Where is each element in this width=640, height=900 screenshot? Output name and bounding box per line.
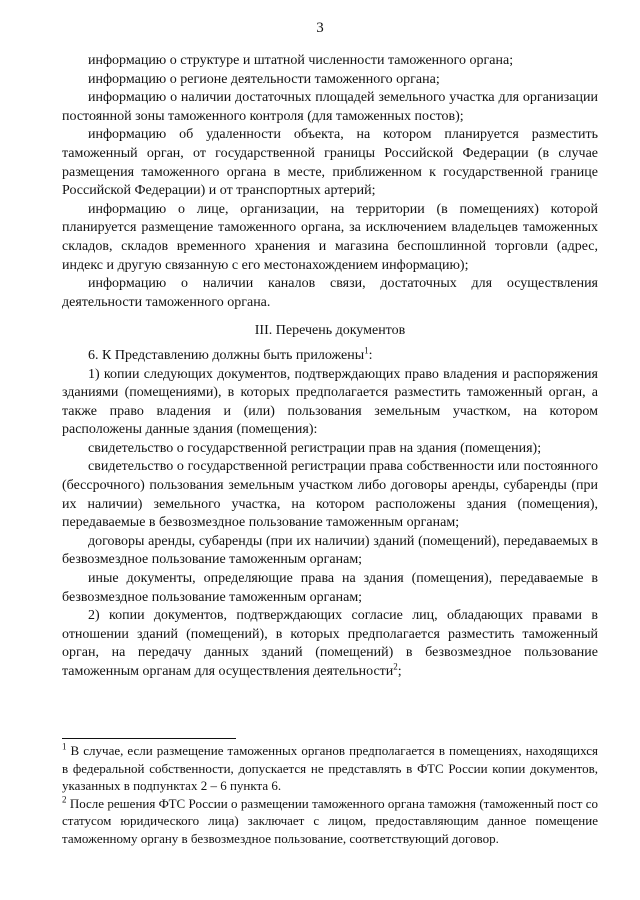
footnotes [62,742,598,848]
paragraph: информацию об удаленности объекта, на котором планируется разместить таможенный орган, от государственной границы Российской Федерации (в случае размещения таможенного органа в месте, приближенном к государственной границе Российской Федерации) и от транспортных артерий; [62,127,598,199]
footnote-ref-1: 1 [364,345,369,356]
footnote-ref-2: 2 [393,661,398,672]
footnote-mark: 1 [62,741,67,752]
item-2-text: 2) копии документов, подтверждающих согласие лиц, обладающих правами в отношении зданий (помещений), в которых предполагается разместить таможенный орган, на передачу данных зданий (помещений) в безвозмездное пользование таможенным органам для осуществления деятельности [62,608,598,679]
item-2-tail: ; [397,664,402,679]
section-heading: III. Перечень документов [254,323,406,339]
paragraph: договоры аренды, субаренды (при их наличии) зданий (помещений), передаваемых в безвозмездное пользование таможенным органам; [62,533,598,568]
document-body [62,52,598,682]
footnote-text: В случае, если размещение таможенных органов предполагается в помещениях, находящихся в федеральной собственности, допускается не представлять в ФТС России копии документов, указанных в подпунктах 2 – 6 пункта 6. [62,743,598,794]
paragraph: информацию о лице, организации, на территории (в помещениях) которой планируется размещение таможенного органа, за исключением владельцев таможенных складов, складов временного хранения и магазина беспошлинной торговли (адрес, индекс и другую связанную с его местонахождением информацию); [62,201,598,273]
footnote-separator [62,738,236,739]
paragraph: информацию о структуре и штатной численности таможенного органа; [88,53,514,68]
footnote [62,795,598,848]
footnote [62,742,598,795]
item-2 [62,607,598,681]
paragraph: 1) копии следующих документов, подтверждающих право владения и распоряжения зданиями (помещениями), в которых предполагается разместить таможенный орган, а также право владения и (или) пользования земельным участком, на котором расположены данные здания (помещения): [62,366,598,438]
paragraph: информацию о регионе деятельности таможенного органа; [88,71,440,87]
paragraph: свидетельство о государственной регистрации права собственности или постоянного (бессрочного) пользования земельным участком либо договоры аренды, субаренды (при их наличии) земельного участка, на котором расположены здания (помещения), передаваемые в безвозмездное пользование таможенным органам; [62,459,598,531]
paragraph: иные документы, определяющие права на здания (помещения), передаваемые в безвозмездное пользование таможенным органам; [62,571,598,605]
page-number: 3 [316,20,324,36]
item-6-tail: : [368,347,373,363]
footnote-text: После решения ФТС России о размещении таможенного органа таможня (таможенный пост со статусом юридического лица) заключает с лицом, предоставляющим данное помещение таможенному органу в безвозмездное пользование, соответствующий договор. [62,795,598,846]
item-6-text: 6. К Представлению должны быть приложены [88,347,365,363]
paragraph: информацию о наличии каналов связи, достаточных для осуществления деятельности таможенного органа. [62,276,598,310]
item-6 [62,347,598,366]
paragraph: информацию о наличии достаточных площадей земельного участка для организации постоянной зоны таможенного контроля (для таможенных постов); [62,90,598,124]
footnote-mark: 2 [62,794,67,805]
paragraph: свидетельство о государственной регистрации прав на здания (помещения); [88,440,542,456]
